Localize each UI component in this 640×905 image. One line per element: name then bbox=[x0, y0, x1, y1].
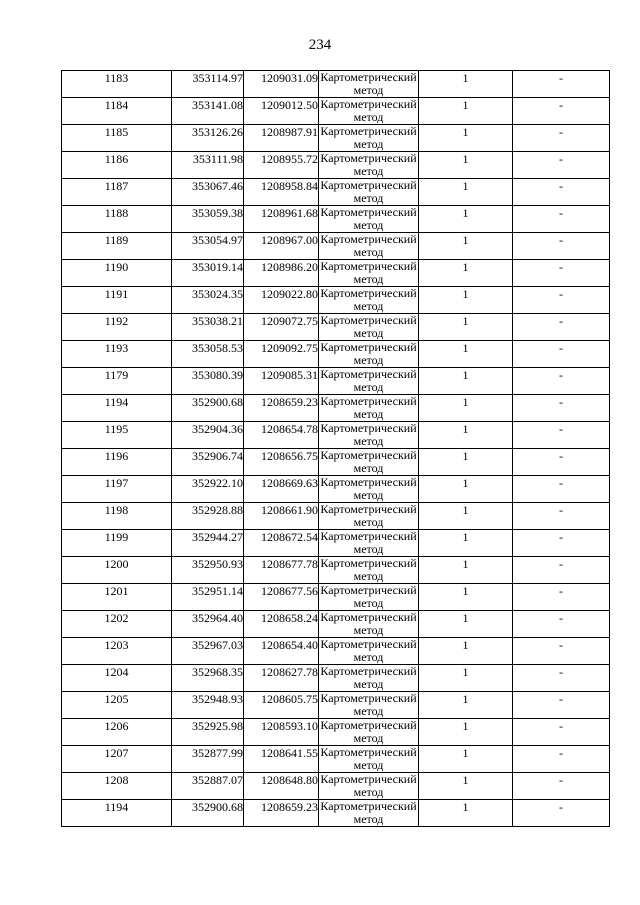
table-row bbox=[62, 341, 610, 368]
accuracy-cell: 1 bbox=[419, 395, 513, 422]
x-coordinate-cell: 353024.35 bbox=[172, 287, 244, 314]
note-cell: - bbox=[513, 773, 610, 800]
y-coordinate-cell: 1208654.40 bbox=[244, 638, 319, 665]
note-cell: - bbox=[513, 125, 610, 152]
point-number-cell: 1199 bbox=[62, 530, 172, 557]
method-cell: Картометрический метод bbox=[320, 664, 417, 691]
accuracy-cell: 1 bbox=[419, 449, 513, 476]
table-row bbox=[62, 98, 610, 125]
method-cell: Картометрический метод bbox=[320, 124, 417, 151]
y-coordinate-cell: 1208661.90 bbox=[244, 503, 319, 530]
y-coordinate-cell: 1208677.78 bbox=[244, 557, 319, 584]
table-row bbox=[62, 503, 610, 530]
y-coordinate-cell: 1208958.84 bbox=[244, 179, 319, 206]
y-coordinate-cell: 1208677.56 bbox=[244, 584, 319, 611]
x-coordinate-cell: 352928.88 bbox=[172, 503, 244, 530]
note-cell: - bbox=[513, 530, 610, 557]
table-row bbox=[62, 719, 610, 746]
x-coordinate-cell: 353038.21 bbox=[172, 314, 244, 341]
table-row bbox=[62, 152, 610, 179]
accuracy-cell: 1 bbox=[419, 800, 513, 827]
y-coordinate-cell: 1208593.10 bbox=[244, 719, 319, 746]
table-row bbox=[62, 800, 610, 827]
y-coordinate-cell: 1208605.75 bbox=[244, 692, 319, 719]
accuracy-cell: 1 bbox=[419, 611, 513, 638]
note-cell: - bbox=[513, 395, 610, 422]
accuracy-cell: 1 bbox=[419, 368, 513, 395]
x-coordinate-cell: 352950.93 bbox=[172, 557, 244, 584]
accuracy-cell: 1 bbox=[419, 746, 513, 773]
note-cell: - bbox=[513, 584, 610, 611]
point-number-cell: 1183 bbox=[62, 71, 172, 98]
table-row bbox=[62, 611, 610, 638]
page-number: 234 bbox=[308, 37, 332, 53]
x-coordinate-cell: 352964.40 bbox=[172, 611, 244, 638]
x-coordinate-cell: 353054.97 bbox=[172, 233, 244, 260]
accuracy-cell: 1 bbox=[419, 665, 513, 692]
x-coordinate-cell: 352906.74 bbox=[172, 449, 244, 476]
method-cell: Картометрический метод bbox=[320, 205, 417, 232]
table-row bbox=[62, 746, 610, 773]
point-number-cell: 1194 bbox=[62, 395, 172, 422]
table-row bbox=[62, 530, 610, 557]
accuracy-cell: 1 bbox=[419, 557, 513, 584]
x-coordinate-cell: 352951.14 bbox=[172, 584, 244, 611]
point-number-cell: 1197 bbox=[62, 476, 172, 503]
method-cell: Картометрический метод bbox=[320, 70, 417, 97]
point-number-cell: 1200 bbox=[62, 557, 172, 584]
point-number-cell: 1206 bbox=[62, 719, 172, 746]
method-cell: Картометрический метод bbox=[320, 772, 417, 799]
note-cell: - bbox=[513, 71, 610, 98]
x-coordinate-cell: 352968.35 bbox=[172, 665, 244, 692]
method-cell: Картометрический метод bbox=[320, 637, 417, 664]
accuracy-cell: 1 bbox=[419, 179, 513, 206]
accuracy-cell: 1 bbox=[419, 530, 513, 557]
x-coordinate-cell: 352925.98 bbox=[172, 719, 244, 746]
x-coordinate-cell: 352877.99 bbox=[172, 746, 244, 773]
note-cell: - bbox=[513, 341, 610, 368]
note-cell: - bbox=[513, 449, 610, 476]
accuracy-cell: 1 bbox=[419, 98, 513, 125]
coordinates-table-body bbox=[62, 71, 610, 827]
x-coordinate-cell: 352904.36 bbox=[172, 422, 244, 449]
x-coordinate-cell: 352922.10 bbox=[172, 476, 244, 503]
accuracy-cell: 1 bbox=[419, 125, 513, 152]
accuracy-cell: 1 bbox=[419, 260, 513, 287]
y-coordinate-cell: 1208967.00 bbox=[244, 233, 319, 260]
x-coordinate-cell: 353067.46 bbox=[172, 179, 244, 206]
accuracy-cell: 1 bbox=[419, 341, 513, 368]
note-cell: - bbox=[513, 719, 610, 746]
table-row bbox=[62, 584, 610, 611]
y-coordinate-cell: 1208627.78 bbox=[244, 665, 319, 692]
point-number-cell: 1196 bbox=[62, 449, 172, 476]
note-cell: - bbox=[513, 638, 610, 665]
accuracy-cell: 1 bbox=[419, 152, 513, 179]
point-number-cell: 1193 bbox=[62, 341, 172, 368]
point-number-cell: 1184 bbox=[62, 98, 172, 125]
table-row bbox=[62, 692, 610, 719]
x-coordinate-cell: 353059.38 bbox=[172, 206, 244, 233]
note-cell: - bbox=[513, 665, 610, 692]
method-cell: Картометрический метод bbox=[320, 691, 417, 718]
x-coordinate-cell: 353080.39 bbox=[172, 368, 244, 395]
method-cell: Картометрический метод bbox=[320, 313, 417, 340]
y-coordinate-cell: 1209022.80 bbox=[244, 287, 319, 314]
method-cell: Картометрический метод bbox=[320, 421, 417, 448]
y-coordinate-cell: 1208669.63 bbox=[244, 476, 319, 503]
table-row bbox=[62, 665, 610, 692]
x-coordinate-cell: 352967.03 bbox=[172, 638, 244, 665]
point-number-cell: 1194 bbox=[62, 800, 172, 827]
y-coordinate-cell: 1208987.91 bbox=[244, 125, 319, 152]
y-coordinate-cell: 1209092.75 bbox=[244, 341, 319, 368]
table-row bbox=[62, 287, 610, 314]
method-cell: Картометрический метод bbox=[320, 556, 417, 583]
note-cell: - bbox=[513, 98, 610, 125]
method-cell: Картометрический метод bbox=[320, 340, 417, 367]
y-coordinate-cell: 1208656.75 bbox=[244, 449, 319, 476]
method-cell: Картометрический метод bbox=[320, 475, 417, 502]
point-number-cell: 1186 bbox=[62, 152, 172, 179]
method-cell: Картометрический метод bbox=[320, 610, 417, 637]
x-coordinate-cell: 352887.07 bbox=[172, 773, 244, 800]
table-row bbox=[62, 476, 610, 503]
x-coordinate-cell: 353141.08 bbox=[172, 98, 244, 125]
accuracy-cell: 1 bbox=[419, 233, 513, 260]
point-number-cell: 1185 bbox=[62, 125, 172, 152]
table-row bbox=[62, 314, 610, 341]
table-row bbox=[62, 557, 610, 584]
accuracy-cell: 1 bbox=[419, 71, 513, 98]
note-cell: - bbox=[513, 557, 610, 584]
note-cell: - bbox=[513, 746, 610, 773]
y-coordinate-cell: 1209012.50 bbox=[244, 98, 319, 125]
x-coordinate-cell: 353114.97 bbox=[172, 71, 244, 98]
method-cell: Картометрический метод bbox=[320, 178, 417, 205]
table-row bbox=[62, 179, 610, 206]
x-coordinate-cell: 353019.14 bbox=[172, 260, 244, 287]
note-cell: - bbox=[513, 287, 610, 314]
note-cell: - bbox=[513, 503, 610, 530]
method-cell: Картометрический метод bbox=[320, 529, 417, 556]
method-cell: Картометрический метод bbox=[320, 394, 417, 421]
point-number-cell: 1189 bbox=[62, 233, 172, 260]
table-row bbox=[62, 638, 610, 665]
y-coordinate-cell: 1208672.54 bbox=[244, 530, 319, 557]
table-row bbox=[62, 395, 610, 422]
point-number-cell: 1208 bbox=[62, 773, 172, 800]
x-coordinate-cell: 352948.93 bbox=[172, 692, 244, 719]
point-number-cell: 1195 bbox=[62, 422, 172, 449]
note-cell: - bbox=[513, 179, 610, 206]
x-coordinate-cell: 353111.98 bbox=[172, 152, 244, 179]
note-cell: - bbox=[513, 611, 610, 638]
point-number-cell: 1202 bbox=[62, 611, 172, 638]
table-row bbox=[62, 71, 610, 98]
note-cell: - bbox=[513, 692, 610, 719]
method-cell: Картометрический метод bbox=[320, 97, 417, 124]
point-number-cell: 1187 bbox=[62, 179, 172, 206]
table-row bbox=[62, 449, 610, 476]
accuracy-cell: 1 bbox=[419, 287, 513, 314]
method-cell: Картометрический метод bbox=[320, 745, 417, 772]
table-row bbox=[62, 233, 610, 260]
x-coordinate-cell: 353058.53 bbox=[172, 341, 244, 368]
table-row bbox=[62, 206, 610, 233]
coordinates-table bbox=[61, 70, 610, 827]
y-coordinate-cell: 1208648.80 bbox=[244, 773, 319, 800]
point-number-cell: 1192 bbox=[62, 314, 172, 341]
y-coordinate-cell: 1208986.20 bbox=[244, 260, 319, 287]
note-cell: - bbox=[513, 152, 610, 179]
accuracy-cell: 1 bbox=[419, 206, 513, 233]
table-row bbox=[62, 125, 610, 152]
accuracy-cell: 1 bbox=[419, 584, 513, 611]
y-coordinate-cell: 1208961.68 bbox=[244, 206, 319, 233]
method-cell: Картометрический метод bbox=[320, 502, 417, 529]
accuracy-cell: 1 bbox=[419, 773, 513, 800]
y-coordinate-cell: 1208659.23 bbox=[244, 395, 319, 422]
method-cell: Картометрический метод bbox=[320, 286, 417, 313]
note-cell: - bbox=[513, 800, 610, 827]
point-number-cell: 1191 bbox=[62, 287, 172, 314]
method-cell: Картометрический метод bbox=[320, 583, 417, 610]
table-row bbox=[62, 368, 610, 395]
method-cell: Картометрический метод bbox=[320, 232, 417, 259]
point-number-cell: 1188 bbox=[62, 206, 172, 233]
accuracy-cell: 1 bbox=[419, 638, 513, 665]
note-cell: - bbox=[513, 260, 610, 287]
point-number-cell: 1207 bbox=[62, 746, 172, 773]
point-number-cell: 1205 bbox=[62, 692, 172, 719]
y-coordinate-cell: 1208955.72 bbox=[244, 152, 319, 179]
method-cell: Картометрический метод bbox=[320, 718, 417, 745]
method-cell: Картометрический метод bbox=[320, 799, 417, 826]
point-number-cell: 1179 bbox=[62, 368, 172, 395]
accuracy-cell: 1 bbox=[419, 503, 513, 530]
note-cell: - bbox=[513, 368, 610, 395]
table-row bbox=[62, 773, 610, 800]
y-coordinate-cell: 1208659.23 bbox=[244, 800, 319, 827]
x-coordinate-cell: 352944.27 bbox=[172, 530, 244, 557]
y-coordinate-cell: 1208654.78 bbox=[244, 422, 319, 449]
note-cell: - bbox=[513, 422, 610, 449]
note-cell: - bbox=[513, 476, 610, 503]
x-coordinate-cell: 352900.68 bbox=[172, 800, 244, 827]
table-row bbox=[62, 422, 610, 449]
accuracy-cell: 1 bbox=[419, 692, 513, 719]
point-number-cell: 1203 bbox=[62, 638, 172, 665]
point-number-cell: 1198 bbox=[62, 503, 172, 530]
note-cell: - bbox=[513, 233, 610, 260]
y-coordinate-cell: 1208641.55 bbox=[244, 746, 319, 773]
y-coordinate-cell: 1208658.24 bbox=[244, 611, 319, 638]
method-cell: Картометрический метод bbox=[320, 367, 417, 394]
accuracy-cell: 1 bbox=[419, 476, 513, 503]
point-number-cell: 1190 bbox=[62, 260, 172, 287]
y-coordinate-cell: 1209031.09 bbox=[244, 71, 319, 98]
y-coordinate-cell: 1209072.75 bbox=[244, 314, 319, 341]
note-cell: - bbox=[513, 206, 610, 233]
y-coordinate-cell: 1209085.31 bbox=[244, 368, 319, 395]
method-cell: Картометрический метод bbox=[320, 259, 417, 286]
accuracy-cell: 1 bbox=[419, 422, 513, 449]
accuracy-cell: 1 bbox=[419, 719, 513, 746]
point-number-cell: 1204 bbox=[62, 665, 172, 692]
x-coordinate-cell: 352900.68 bbox=[172, 395, 244, 422]
table-row bbox=[62, 260, 610, 287]
note-cell: - bbox=[513, 314, 610, 341]
point-number-cell: 1201 bbox=[62, 584, 172, 611]
accuracy-cell: 1 bbox=[419, 314, 513, 341]
method-cell: Картометрический метод bbox=[320, 448, 417, 475]
method-cell: Картометрический метод bbox=[320, 151, 417, 178]
x-coordinate-cell: 353126.26 bbox=[172, 125, 244, 152]
